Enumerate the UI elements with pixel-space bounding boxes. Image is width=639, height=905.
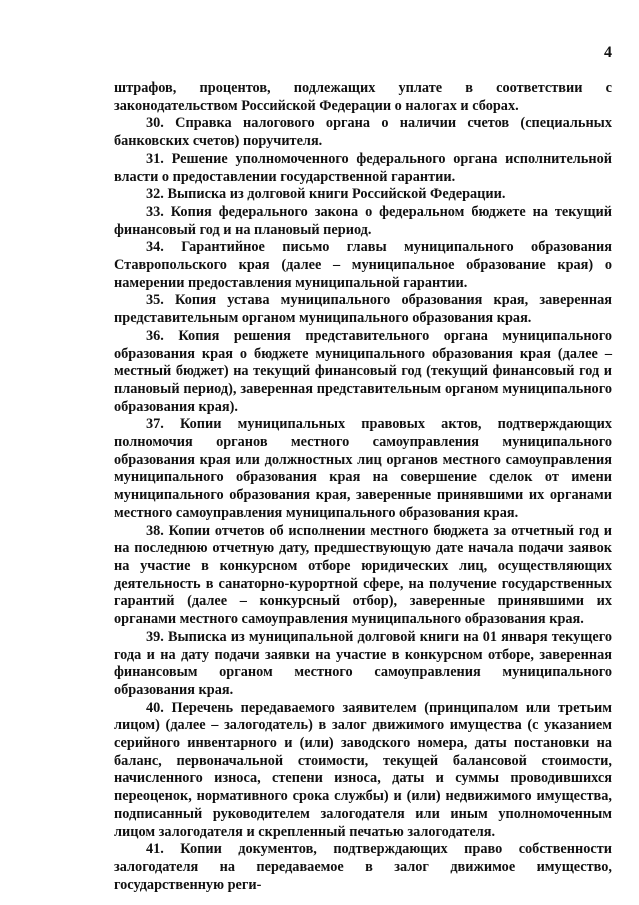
paragraph-continuation: штрафов, процентов, подлежащих уплате в соответствии с законодательством Российской Федерации о налогах и сборах. [114,80,612,114]
paragraph-item-32: 32. Выписка из долговой книги Российской Федерации. [146,186,506,203]
paragraph-item-37: 37. Копии муниципальных правовых актов, подтверждающих полномочия органов местного самоуправления муниципального образования края или должностных лиц органов местного самоуправления муниципального образования края на совершение сделок от имени муниципального образования края, заверенные принявшими их органами местного самоуправления муниципального образования края. [114,416,612,521]
paragraph-item-30: 30. Справка налогового органа о наличии счетов (специальных банковских счетов) поручителя. [114,115,612,150]
paragraph-item-35: 35. Копия устава муниципального образования края, заверенная представительным органом муниципального образования края. [114,292,612,327]
paragraph-item-40: 40. Перечень передаваемого заявителем (принципалом или третьим лицом) (далее – залогодатель) в залог движимого имущества (с указанием серийного инвентарного и (или) заводского номера, даты постановки на баланс, первоначальной стоимости, текущей балансовой стоимости, начисленного износа, степени износа, даты и суммы проводившихся переоценок, нормативного срока службы) и (или) недвижимого имущества, подписанный руководителем залогодателя или иным уполномоченным лицом залогодателя и скрепленный печатью залогодателя. [114,699,612,840]
paragraph-item-41: 41. Копии документов, подтверждающих право собственности залогодателя на передаваемое в залог движимое имущество, государственную реги- [114,841,612,893]
paragraph-item-33: 33. Копия федерального закона о федеральном бюджете на текущий финансовый год и на плановый период. [114,203,612,238]
paragraph-item-34: 34. Гарантийное письмо главы муниципального образования Ставропольского края (далее – муниципальное образование края) о намерении предоставления муниципальной гарантии. [114,239,612,291]
paragraph-item-39: 39. Выписка из муниципальной долговой книги на 01 января текущего года и на дату подачи заявки на участие в конкурсном отборе, заверенная финансовым органом местного самоуправления муниципального образования края. [114,628,612,698]
paragraph-item-38: 38. Копии отчетов об исполнении местного бюджета за отчетный год и на последнюю отчетную дату, предшествующую дате начала подачи заявок на участие в конкурсном отборе юридических лиц, осуществляющих деятельность в санаторно-курортной сфере, на получение государственных гарантий (далее – конкурсный отбор), заверенные принявшими их органами местного самоуправления муниципального образования края. [114,522,612,628]
paragraph-item-36: 36. Копия решения представительного органа муниципального образования края о бюджете муниципального образования края (далее – местный бюджет) на текущий финансовый год (текущий финансовый год и плановый период), заверенная представительным органом муниципального образования края). [114,327,612,415]
paragraph-item-31: 31. Решение уполномоченного федерального органа исполнительной власти о предоставлении государственной гарантии. [114,150,612,185]
document-body [114,80,612,894]
page-number: 4 [604,44,612,61]
